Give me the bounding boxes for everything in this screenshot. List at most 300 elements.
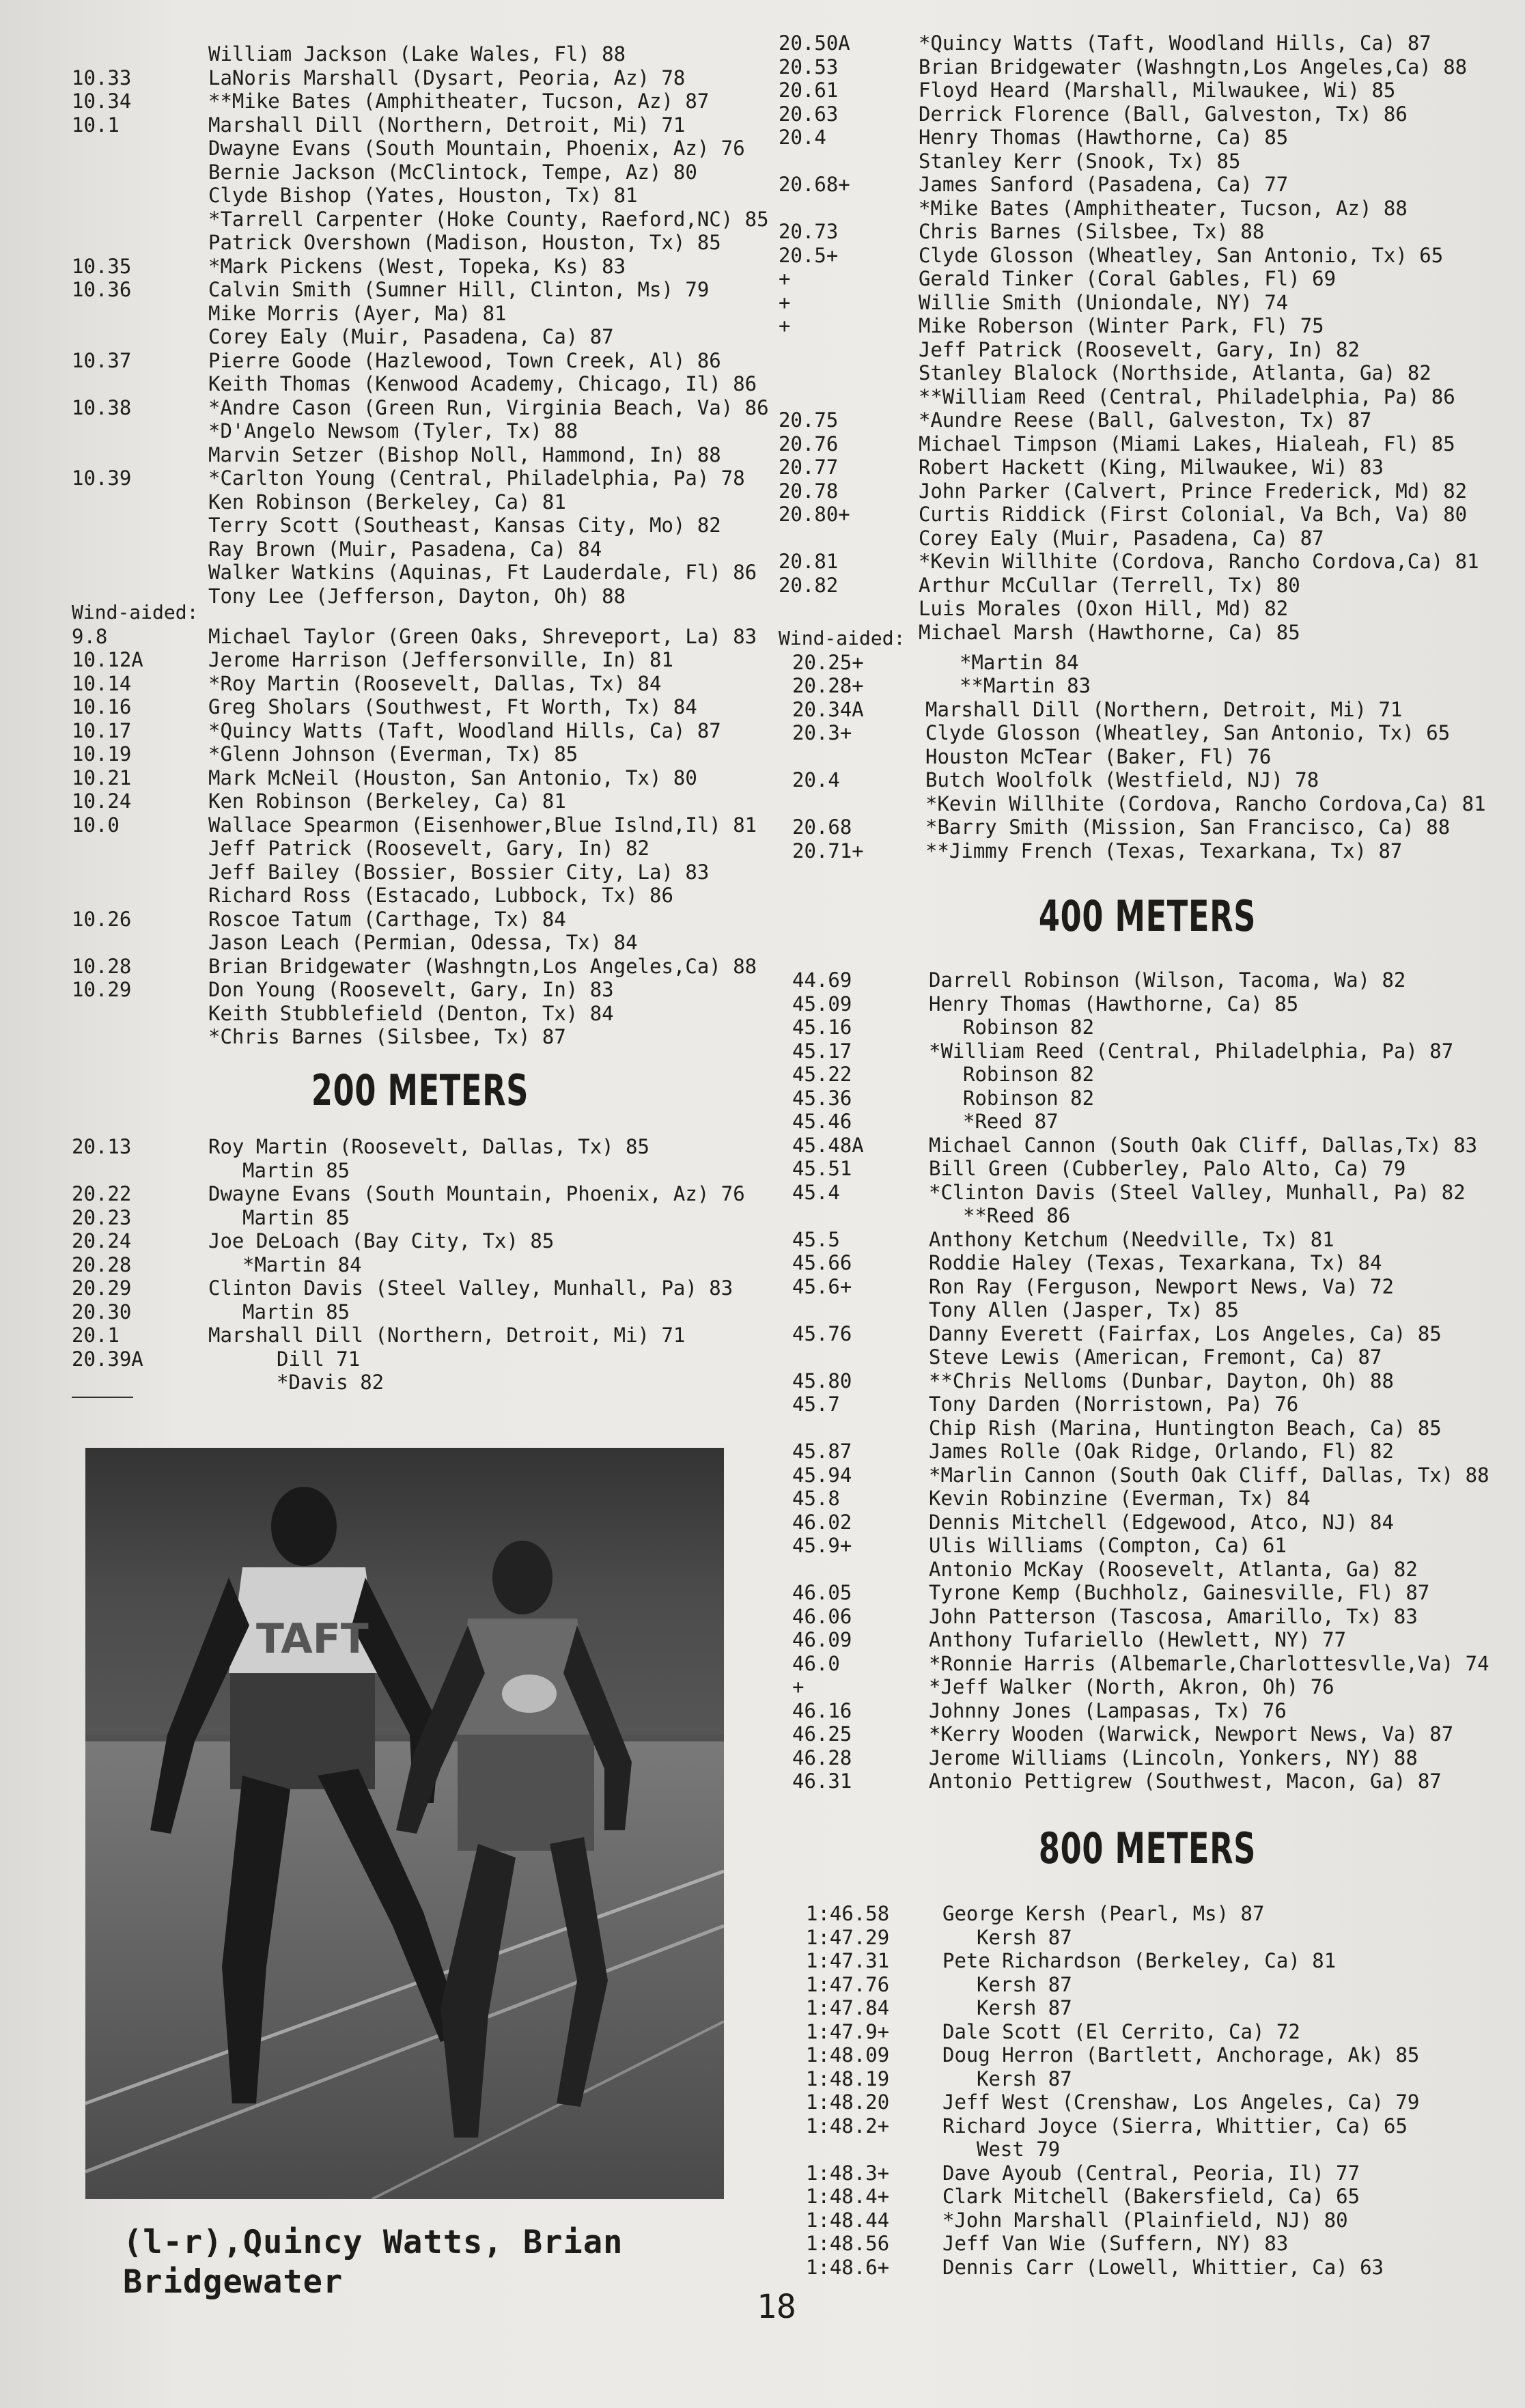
result-row bbox=[779, 1298, 1516, 1322]
result-mark: 10.33 bbox=[72, 66, 132, 89]
result-mark: 1:46.58 bbox=[806, 1902, 890, 1925]
section-200-meters bbox=[72, 1135, 768, 1395]
result-row bbox=[72, 184, 768, 208]
result-mark: 10.37 bbox=[72, 348, 132, 372]
result-mark: 45.46 bbox=[792, 1110, 852, 1133]
result-row bbox=[72, 672, 768, 696]
result-mark: 45.17 bbox=[792, 1039, 852, 1063]
athlete-entry: Houston McTear (Baker, Fl) 76 bbox=[925, 744, 1272, 768]
result-row bbox=[779, 2232, 1516, 2256]
result-row bbox=[779, 361, 1516, 385]
result-mark: + bbox=[779, 290, 791, 314]
athlete-entry: *Martin 84 bbox=[242, 1252, 362, 1276]
athlete-entry: **Martin 83 bbox=[960, 674, 1091, 697]
result-mark: 20.28 bbox=[72, 1252, 132, 1276]
athlete-entry: Clark Mitchell (Bakersfield, Ca) 65 bbox=[942, 2185, 1360, 2208]
result-mark: 10.0 bbox=[72, 813, 120, 837]
result-mark: 45.36 bbox=[792, 1086, 852, 1110]
result-row bbox=[72, 1182, 768, 1206]
jersey-text: TAFT bbox=[256, 1615, 369, 1663]
result-row bbox=[779, 574, 1516, 598]
result-mark: 20.23 bbox=[72, 1205, 132, 1229]
result-row bbox=[72, 625, 768, 649]
result-row bbox=[72, 561, 768, 585]
result-mark: 10.26 bbox=[72, 907, 132, 931]
athlete-entry: Dennis Carr (Lowell, Whittier, Ca) 63 bbox=[942, 2255, 1384, 2279]
result-row bbox=[779, 1251, 1516, 1275]
athlete-entry: Tony Allen (Jasper, Tx) 85 bbox=[929, 1298, 1239, 1321]
athlete-entry: Dale Scott (El Cerrito, Ca) 72 bbox=[942, 2019, 1300, 2043]
result-row bbox=[779, 597, 1516, 621]
athlete-entry: Joe DeLoach (Bay City, Tx) 85 bbox=[208, 1229, 555, 1252]
athlete-entry: Steve Lewis (American, Fremont, Ca) 87 bbox=[929, 1345, 1382, 1369]
athlete-entry: Mike Morris (Ayer, Ma) 81 bbox=[208, 301, 507, 325]
result-mark: 10.36 bbox=[72, 278, 132, 301]
athlete-entry: Stanley Blalock (Northside, Atlanta, Ga) 82 bbox=[919, 361, 1431, 384]
result-row bbox=[779, 1392, 1516, 1416]
photo-illustration bbox=[85, 1448, 724, 2199]
athlete-entry: *Aundre Reese (Ball, Galveston, Tx) 87 bbox=[919, 408, 1372, 432]
result-row bbox=[779, 1322, 1516, 1346]
result-row bbox=[72, 278, 768, 302]
result-row bbox=[779, 1902, 1516, 1926]
athlete-entry: Bernie Jackson (McClintock, Tempe, Az) 80 bbox=[208, 160, 697, 184]
result-row bbox=[72, 42, 768, 66]
result-mark: 20.63 bbox=[779, 102, 839, 126]
athlete-entry: West 79 bbox=[977, 2138, 1061, 2161]
result-row bbox=[779, 1558, 1516, 1582]
result-row bbox=[779, 815, 1516, 839]
athlete-entry: **William Reed (Central, Philadelphia, Pa) 86 bbox=[919, 384, 1455, 408]
result-row bbox=[779, 1440, 1516, 1464]
result-row bbox=[779, 527, 1516, 550]
athlete-entry: Corey Ealy (Muir, Pasadena, Ca) 87 bbox=[919, 526, 1324, 550]
section-200-meters-continued bbox=[779, 31, 1516, 644]
athlete-entry: Robert Hackett (King, Milwaukee, Wi) 83 bbox=[919, 456, 1384, 479]
result-row bbox=[72, 1300, 768, 1324]
athlete-entry: *Davis 82 bbox=[277, 1371, 384, 1394]
result-row bbox=[779, 244, 1516, 268]
result-row bbox=[779, 2185, 1516, 2209]
result-mark: + bbox=[792, 1675, 805, 1698]
result-row bbox=[779, 1087, 1516, 1110]
heading-400-meters: 400 METERS bbox=[1038, 891, 1257, 941]
athlete-entry: Jeff Bailey (Bossier, Bossier City, La) 83 bbox=[208, 860, 710, 884]
athlete-entry: Dave Ayoub (Central, Peoria, Il) 77 bbox=[942, 2161, 1360, 2185]
result-row bbox=[779, 408, 1516, 432]
result-row bbox=[779, 1016, 1516, 1039]
result-mark: 20.68+ bbox=[779, 173, 850, 196]
result-row bbox=[72, 490, 768, 514]
result-row bbox=[72, 695, 768, 719]
athlete-entry: Brian Bridgewater (Washngtn,Los Angeles,Ca) 88 bbox=[919, 55, 1468, 79]
result-mark: 1:48.09 bbox=[806, 2043, 890, 2067]
result-row bbox=[72, 255, 768, 279]
result-mark: 20.53 bbox=[779, 55, 839, 79]
result-mark: 1:48.44 bbox=[806, 2208, 890, 2232]
athlete-entry: Corey Ealy (Muir, Pasadena, Ca) 87 bbox=[208, 325, 614, 348]
result-row bbox=[779, 2043, 1516, 2067]
result-mark: 45.7 bbox=[792, 1392, 840, 1416]
result-row bbox=[779, 1275, 1516, 1299]
result-mark: 1:48.2+ bbox=[806, 2114, 890, 2138]
athlete-entry: Stanley Kerr (Snook, Tx) 85 bbox=[919, 149, 1241, 173]
athlete-entry: George Kersh (Pearl, Ms) 87 bbox=[942, 1902, 1265, 1925]
result-mark: 20.4 bbox=[792, 768, 840, 792]
athlete-entry: Jeff West (Crenshaw, Los Angeles, Ca) 79 bbox=[942, 2090, 1420, 2114]
athlete-entry: *Glenn Johnson (Everman, Tx) 85 bbox=[208, 742, 578, 766]
result-mark: 45.48A bbox=[792, 1133, 864, 1157]
result-row bbox=[779, 1039, 1516, 1063]
result-row bbox=[779, 1605, 1516, 1629]
athlete-entry: James Rolle (Oak Ridge, Orlando, Fl) 82 bbox=[929, 1440, 1394, 1463]
result-row bbox=[72, 955, 768, 979]
athlete-entry: *Martin 84 bbox=[960, 650, 1079, 674]
result-row bbox=[779, 2256, 1516, 2280]
result-row bbox=[72, 789, 768, 813]
result-row bbox=[779, 291, 1516, 315]
athlete-entry: Antonio Pettigrew (Southwest, Macon, Ga) 87 bbox=[929, 1769, 1442, 1793]
result-mark: 1:47.29 bbox=[806, 1925, 890, 1949]
result-mark: 20.25+ bbox=[792, 650, 864, 674]
result-row bbox=[72, 372, 768, 396]
athlete-entry: Richard Joyce (Sierra, Whittier, Ca) 65 bbox=[942, 2114, 1408, 2138]
result-mark: 46.16 bbox=[792, 1698, 852, 1722]
section-800-meters bbox=[779, 1902, 1516, 2279]
result-row bbox=[779, 150, 1516, 173]
heading-800-meters: 800 METERS bbox=[1038, 1823, 1257, 1873]
result-row bbox=[779, 2209, 1516, 2232]
result-mark: 1:47.84 bbox=[806, 1996, 890, 2019]
result-row bbox=[72, 742, 768, 766]
result-row bbox=[72, 813, 768, 837]
result-row bbox=[779, 1228, 1516, 1252]
result-mark: 1:48.3+ bbox=[806, 2161, 890, 2185]
result-mark: 10.17 bbox=[72, 718, 132, 742]
athlete-entry: *Chris Barnes (Silsbee, Tx) 87 bbox=[208, 1025, 566, 1048]
result-mark: 20.34A bbox=[792, 697, 864, 721]
result-row bbox=[779, 338, 1516, 362]
result-mark: 10.1 bbox=[72, 113, 120, 137]
athlete-entry: *Roy Martin (Roosevelt, Dallas, Tx) 84 bbox=[208, 671, 662, 695]
athlete-entry: Clinton Davis (Steel Valley, Munhall, Pa) 83 bbox=[208, 1276, 733, 1300]
result-row bbox=[779, 2138, 1516, 2161]
result-mark: 45.9+ bbox=[792, 1534, 852, 1557]
result-row bbox=[779, 1926, 1516, 1950]
result-row bbox=[72, 884, 768, 908]
result-mark: 46.31 bbox=[792, 1769, 852, 1793]
athlete-entry: Marshall Dill (Northern, Detroit, Mi) 71 bbox=[208, 1324, 686, 1347]
athlete-entry: Michael Cannon (South Oak Cliff, Dallas,Tx) 83 bbox=[929, 1133, 1478, 1157]
result-row bbox=[72, 396, 768, 420]
athlete-entry: Calvin Smith (Sumner Hill, Clinton, Ms) 79 bbox=[208, 278, 710, 301]
result-row bbox=[779, 79, 1516, 102]
result-mark: 20.75 bbox=[779, 408, 839, 432]
athlete-entry: Jerome Harrison (Jeffersonville, In) 81 bbox=[208, 648, 673, 671]
athlete-entry: Johnny Jones (Lampasas, Tx) 76 bbox=[929, 1698, 1287, 1722]
result-row bbox=[72, 113, 768, 137]
athlete-entry: Walker Watkins (Aquinas, Ft Lauderdale, Fl) 86 bbox=[208, 561, 757, 584]
result-row bbox=[779, 1157, 1516, 1181]
athlete-entry: Jerome Williams (Lincoln, Yonkers, NY) 88 bbox=[929, 1746, 1418, 1769]
result-row bbox=[72, 537, 768, 561]
result-row bbox=[72, 208, 768, 232]
result-mark: 45.80 bbox=[792, 1369, 852, 1392]
result-row bbox=[779, 1110, 1516, 1134]
athlete-entry: *Jeff Walker (North, Akron, Oh) 76 bbox=[929, 1675, 1334, 1698]
result-row bbox=[779, 385, 1516, 409]
result-row bbox=[779, 197, 1516, 221]
athlete-entry: Derrick Florence (Ball, Galveston, Tx) 86 bbox=[919, 102, 1408, 126]
result-row bbox=[779, 173, 1516, 197]
result-row bbox=[779, 456, 1516, 479]
result-mark: 46.25 bbox=[792, 1722, 852, 1746]
result-mark: 45.4 bbox=[792, 1180, 840, 1204]
result-row bbox=[72, 325, 768, 349]
result-row bbox=[72, 349, 768, 373]
result-mark: 10.24 bbox=[72, 789, 132, 813]
wind-aided-label bbox=[779, 627, 1516, 651]
result-row bbox=[779, 2020, 1516, 2044]
result-mark: + bbox=[779, 267, 791, 290]
result-mark: 45.5 bbox=[792, 1227, 840, 1251]
result-mark: 20.73 bbox=[779, 220, 839, 243]
result-row bbox=[779, 1722, 1516, 1746]
athlete-entry: Roy Martin (Roosevelt, Dallas, Tx) 85 bbox=[208, 1135, 650, 1158]
result-mark: 10.16 bbox=[72, 695, 132, 718]
result-mark: 20.76 bbox=[779, 432, 839, 456]
athlete-entry: Butch Woolfolk (Westfield, NJ) 78 bbox=[925, 768, 1319, 792]
result-row bbox=[779, 768, 1516, 792]
athlete-entry: Marvin Setzer (Bishop Noll, Hammond, In) 88 bbox=[208, 443, 721, 466]
result-mark: 10.35 bbox=[72, 254, 132, 278]
athlete-entry: Robinson 82 bbox=[963, 1016, 1095, 1039]
result-row bbox=[72, 443, 768, 467]
athlete-entry: Jeff Van Wie (Suffern, NY) 83 bbox=[942, 2232, 1289, 2255]
athlete-entry: LaNoris Marshall (Dysart, Peoria, Az) 78 bbox=[208, 66, 686, 89]
athlete-entry: *D'Angelo Newsom (Tyler, Tx) 88 bbox=[208, 419, 578, 443]
athlete-entry: Anthony Tufariello (Hewlett, NY) 77 bbox=[929, 1628, 1347, 1651]
athlete-entry: Ron Ray (Ferguson, Newport News, Va) 72 bbox=[929, 1274, 1394, 1298]
result-row bbox=[72, 1025, 768, 1049]
result-row bbox=[72, 1002, 768, 1026]
athlete-entry: Roscoe Tatum (Carthage, Tx) 84 bbox=[208, 907, 566, 931]
athlete-entry: Kevin Robinzine (Everman, Tx) 84 bbox=[929, 1487, 1311, 1510]
result-mark: + bbox=[779, 314, 791, 337]
result-mark: 1:48.6+ bbox=[806, 2255, 890, 2279]
athlete-entry: Pete Richardson (Berkeley, Ca) 81 bbox=[942, 1949, 1337, 1972]
result-mark: 10.21 bbox=[72, 766, 132, 789]
athlete-entry: Martin 85 bbox=[242, 1158, 350, 1182]
result-row bbox=[72, 302, 768, 326]
photo-caption: (l-r),Quincy Watts, Brian Bridgewater bbox=[123, 2224, 624, 2301]
result-row bbox=[72, 1135, 768, 1159]
result-mark: 46.02 bbox=[792, 1510, 852, 1534]
athlete-entry: Wallace Spearmon (Eisenhower,Blue Islnd,Il) 81 bbox=[208, 813, 757, 837]
result-mark: 46.09 bbox=[792, 1628, 852, 1651]
result-row bbox=[779, 2114, 1516, 2138]
result-mark: 20.4 bbox=[779, 126, 826, 149]
result-mark: 20.80+ bbox=[779, 503, 850, 526]
result-mark: 10.29 bbox=[72, 978, 132, 1001]
result-row bbox=[72, 766, 768, 790]
result-row bbox=[72, 837, 768, 860]
result-mark: 10.28 bbox=[72, 954, 132, 978]
athlete-entry: Chris Barnes (Silsbee, Tx) 88 bbox=[919, 220, 1265, 243]
athlete-entry: Floyd Heard (Marshall, Milwaukee, Wi) 85 bbox=[919, 79, 1396, 102]
athlete-entry: Kersh 87 bbox=[977, 1996, 1072, 2019]
wind-aided-label bbox=[72, 601, 768, 625]
result-row bbox=[72, 1324, 768, 1347]
result-row bbox=[779, 314, 1516, 338]
result-row bbox=[72, 978, 768, 1002]
athlete-entry: *Ronnie Harris (Albemarle,Charlottesvlle,Va) 74 bbox=[929, 1651, 1489, 1675]
athlete-entry: Dwayne Evans (South Mountain, Phoenix, Az) 76 bbox=[208, 137, 745, 160]
result-row bbox=[779, 1699, 1516, 1723]
result-mark: 20.68 bbox=[792, 815, 852, 839]
result-mark: 10.14 bbox=[72, 671, 132, 695]
athlete-entry: Arthur McCullar (Terrell, Tx) 80 bbox=[919, 573, 1300, 597]
result-row bbox=[779, 2161, 1516, 2185]
result-row bbox=[779, 839, 1516, 863]
athlete-entry: *Marlin Cannon (South Oak Cliff, Dallas, Tx) 88 bbox=[929, 1463, 1489, 1487]
result-mark: 10.39 bbox=[72, 466, 132, 490]
section-400-meters bbox=[779, 968, 1516, 1793]
athlete-entry: Henry Thomas (Hawthorne, Ca) 85 bbox=[919, 126, 1289, 149]
result-mark: 20.50A bbox=[779, 31, 850, 55]
result-row bbox=[72, 1347, 768, 1371]
athlete-entry: **Reed 86 bbox=[963, 1204, 1071, 1227]
athlete-entry: *William Reed (Central, Philadelphia, Pa) 87 bbox=[929, 1039, 1454, 1063]
athlete-entry: Mark McNeil (Houston, San Antonio, Tx) 80 bbox=[208, 766, 697, 789]
result-mark: 45.8 bbox=[792, 1487, 840, 1510]
result-row bbox=[779, 102, 1516, 126]
result-row bbox=[72, 466, 768, 490]
result-row bbox=[779, 1134, 1516, 1158]
result-mark: 20.71+ bbox=[792, 839, 864, 863]
result-row bbox=[779, 31, 1516, 55]
result-mark: 45.51 bbox=[792, 1157, 852, 1180]
athlete-entry: *Quincy Watts (Taft, Woodland Hills, Ca) 87 bbox=[208, 718, 721, 742]
result-mark: 46.28 bbox=[792, 1746, 852, 1769]
athlete-entry: John Patterson (Tascosa, Amarillo, Tx) 83 bbox=[929, 1604, 1418, 1628]
result-mark: 10.38 bbox=[72, 395, 132, 419]
result-mark: 1:47.31 bbox=[806, 1949, 890, 1972]
result-mark: 44.69 bbox=[792, 968, 852, 992]
result-mark: 10.12A bbox=[72, 648, 143, 671]
athlete-entry: Robinson 82 bbox=[963, 1063, 1095, 1086]
result-row bbox=[72, 1159, 768, 1183]
athlete-entry: Marshall Dill (Northern, Detroit, Mi) 71 bbox=[208, 113, 686, 137]
athlete-entry: Michael Taylor (Green Oaks, Shreveport, La) 83 bbox=[208, 624, 757, 648]
result-mark: 10.34 bbox=[72, 89, 132, 113]
result-row bbox=[72, 66, 768, 90]
result-row bbox=[72, 231, 768, 255]
result-row bbox=[779, 1973, 1516, 1997]
result-row bbox=[779, 1996, 1516, 2020]
athlete-entry: Mike Roberson (Winter Park, Fl) 75 bbox=[919, 314, 1324, 337]
athlete-entry: Clyde Bishop (Yates, Houston, Tx) 81 bbox=[208, 184, 638, 207]
athlete-entry: Bill Green (Cubberley, Palo Alto, Ca) 79 bbox=[929, 1157, 1406, 1180]
athlete-entry: Kersh 87 bbox=[977, 2067, 1072, 2090]
result-row bbox=[779, 550, 1516, 574]
athlete-entry: *Andre Cason (Green Run, Virginia Beach, Va) 86 bbox=[208, 395, 769, 419]
result-row bbox=[779, 1369, 1516, 1393]
result-row bbox=[72, 89, 768, 113]
athlete-entry: Willie Smith (Uniondale, NY) 74 bbox=[919, 290, 1289, 314]
athlete-entry: Doug Herron (Bartlett, Anchorage, Ak) 85 bbox=[942, 2043, 1420, 2067]
result-mark: 20.24 bbox=[72, 1229, 132, 1252]
athlete-entry: Ulis Williams (Compton, Ca) 61 bbox=[929, 1534, 1287, 1557]
result-row bbox=[779, 126, 1516, 150]
result-row bbox=[779, 55, 1516, 79]
result-mark: 20.5+ bbox=[779, 243, 839, 267]
athlete-entry: *Barry Smith (Mission, San Francisco, Ca) 88 bbox=[925, 815, 1451, 839]
result-row bbox=[779, 1204, 1516, 1228]
athlete-entry: Greg Sholars (Southwest, Ft Worth, Tx) 84 bbox=[208, 695, 697, 718]
result-row bbox=[779, 1464, 1516, 1487]
athlete-entry: Dill 71 bbox=[277, 1347, 361, 1371]
result-row bbox=[779, 267, 1516, 291]
page-number: 18 bbox=[757, 2288, 796, 2326]
athlete-entry: John Parker (Calvert, Prince Frederick, Md) 82 bbox=[919, 479, 1468, 503]
result-mark: 45.09 bbox=[792, 992, 852, 1016]
result-row bbox=[72, 1253, 768, 1277]
result-row bbox=[779, 1675, 1516, 1699]
section-100-meters-continued bbox=[72, 42, 768, 608]
result-row bbox=[72, 1371, 768, 1395]
athlete-entry: Martin 85 bbox=[242, 1300, 350, 1324]
athlete-entry: James Sanford (Pasadena, Ca) 77 bbox=[919, 173, 1289, 196]
result-mark: 20.77 bbox=[779, 456, 839, 479]
result-row bbox=[779, 432, 1516, 456]
result-mark: 46.05 bbox=[792, 1581, 852, 1604]
result-row bbox=[779, 992, 1516, 1016]
result-row bbox=[779, 1487, 1516, 1511]
athlete-entry: Tyrone Kemp (Buchholz, Gainesville, Fl) 87 bbox=[929, 1581, 1430, 1604]
athlete-entry: Anthony Ketchum (Needville, Tx) 81 bbox=[929, 1227, 1334, 1251]
result-mark: 20.78 bbox=[779, 479, 839, 503]
result-row bbox=[779, 1511, 1516, 1535]
athlete-entry: Ken Robinson (Berkeley, Ca) 81 bbox=[208, 490, 566, 514]
result-row bbox=[779, 1949, 1516, 1973]
athlete-entry: Marshall Dill (Northern, Detroit, Mi) 71 bbox=[925, 697, 1403, 721]
result-mark: 20.82 bbox=[779, 573, 839, 597]
athlete-entry: *Quincy Watts (Taft, Woodland Hills, Ca) 87 bbox=[919, 31, 1431, 55]
result-row bbox=[779, 1181, 1516, 1205]
wind-aided-label-text: Wind-aided: bbox=[779, 627, 906, 649]
result-row bbox=[779, 503, 1516, 527]
athlete-entry: Curtis Riddick (First Colonial, Va Bch, Va) 80 bbox=[919, 503, 1468, 526]
athlete-entry: *John Marshall (Plainfield, NJ) 80 bbox=[942, 2208, 1348, 2232]
athlete-entry: *Kevin Willhite (Cordova, Rancho Cordova,Ca) 81 bbox=[919, 550, 1479, 573]
athlete-entry: Tony Darden (Norristown, Pa) 76 bbox=[929, 1392, 1299, 1416]
athlete-entry: Robinson 82 bbox=[963, 1086, 1095, 1110]
result-row bbox=[72, 514, 768, 537]
result-row bbox=[779, 1628, 1516, 1652]
result-row bbox=[72, 908, 768, 932]
athlete-entry: Kersh 87 bbox=[977, 1925, 1072, 1949]
athlete-entry: Kersh 87 bbox=[977, 1972, 1072, 1996]
result-row bbox=[72, 137, 768, 160]
result-row bbox=[779, 1063, 1516, 1087]
athlete-entry: Danny Everett (Fairfax, Los Angeles, Ca) 85 bbox=[929, 1321, 1442, 1345]
result-row bbox=[72, 860, 768, 884]
athlete-entry: **Jimmy French (Texas, Texarkana, Tx) 87 bbox=[925, 839, 1403, 863]
result-row bbox=[779, 674, 1516, 698]
athlete-entry: Clyde Glosson (Wheatley, San Antonio, Tx) 65 bbox=[925, 721, 1451, 744]
result-mark: 20.28+ bbox=[792, 674, 864, 697]
